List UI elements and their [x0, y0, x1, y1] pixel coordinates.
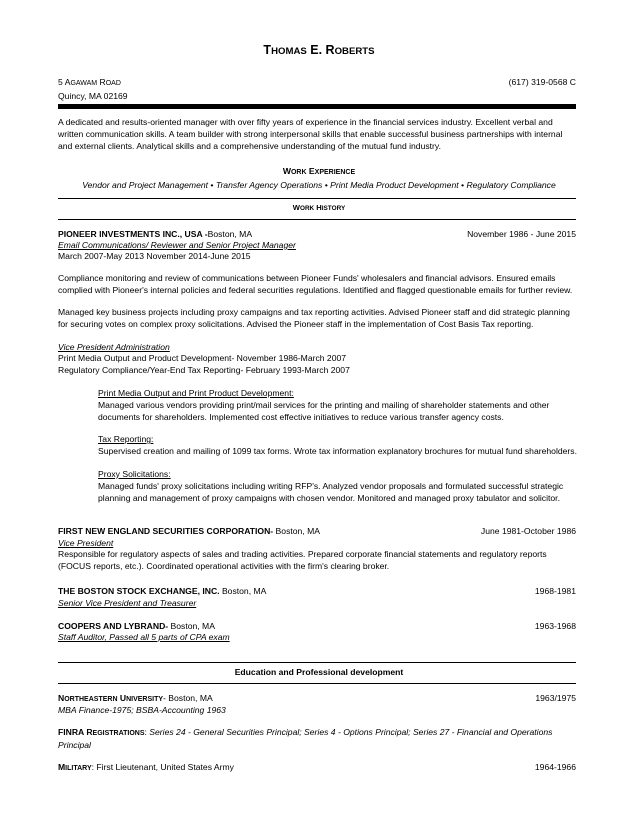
- northeastern-degrees: MBA Finance-1975; BSBA-Accounting 1963: [58, 705, 226, 715]
- vp-line-1: Print Media Output and Product Development- November 1986-March 2007: [58, 353, 347, 363]
- bse-role: Senior Vice President and Treasurer: [58, 598, 197, 608]
- cl-role: Staff Auditor, Passed all 5 parts of CPA exam: [58, 632, 230, 642]
- section-divider: [58, 198, 576, 199]
- section-divider: [58, 662, 576, 663]
- subsection-title: Tax Reporting:: [98, 434, 154, 444]
- pioneer-dates: November 1986 - June 2015: [467, 229, 576, 239]
- experience-item: Regulatory Compliance: [466, 180, 556, 190]
- street-address: 5 AGAWAM ROAD: [58, 77, 121, 87]
- northeastern-dates: 1963/1975: [535, 693, 576, 703]
- military-line: MILITARY: First Lieutenant, United States Army: [58, 762, 234, 772]
- summary-paragraph: A dedicated and results-oriented manager with over fifty years of experience in the financial services industry. Excellent verbal and written communication skills. A team builder with strong interpersonal skills that enable successful business partnerships with internal and external clients. Analytical skills and a comprehensive understanding of the mutual fund industry.: [58, 117, 563, 151]
- subsection-text: Managed various vendors providing print/mail services for the printing and mailing of shareholder statements and other documents for shareholders. Implemented cost effective initiatives to reduce various transfer agency costs.: [98, 400, 550, 422]
- bse-dates: 1968-1981: [534, 586, 576, 596]
- bullet-icon: •: [461, 180, 465, 190]
- military-dates: 1964-1966: [534, 762, 576, 772]
- experience-item: Vendor and Project Management: [82, 180, 209, 190]
- fnes-dates: June 1981-October 1986: [480, 526, 576, 536]
- experience-item: Print Media Product Development: [330, 180, 459, 190]
- work-experience-heading: WORK EXPERIENCE: [282, 166, 356, 176]
- subsection-text: Managed funds' proxy solicitations including writing RFP's. Analyzed vendor proposals and formulated successful strategic planning and management of proxy campaigns with chosen vendor. Monitored and managed proxy tabulator and solicitor.: [98, 481, 564, 503]
- bullet-icon: •: [324, 180, 328, 190]
- work-history-heading: WORK HISTORY: [292, 203, 346, 212]
- fnes-role: Vice President: [58, 538, 114, 548]
- finra-registrations: FINRA REGISTRATIONS: Series 24 - General Securities Principal; Series 4 - Options Principal; Series 27 - Financial and Operations Principal: [58, 727, 553, 750]
- subsection-title: Proxy Solicitations:: [98, 469, 171, 479]
- experience-item: Transfer Agency Operations: [215, 180, 323, 190]
- subsection-title: Print Media Output and Print Product Development:: [98, 388, 294, 398]
- pioneer-role-dates: March 2007-May 2013 November 2014-June 2015: [58, 251, 251, 261]
- vp-line-2: Regulatory Compliance/Year-End Tax Reporting- February 1993-March 2007: [58, 365, 350, 375]
- pioneer-role: Email Communications/ Reviewer and Senior Project Manager: [58, 240, 296, 250]
- bse-employer: THE BOSTON STOCK EXCHANGE, INC. Boston, MA: [58, 586, 267, 596]
- resume-name: THOMAS E. ROBERTS: [263, 43, 375, 57]
- education-heading: Education and Professional development: [234, 667, 404, 677]
- northeastern-line: NORTHEASTERN UNIVERSITY- Boston, MA: [58, 693, 213, 703]
- city-address: Quincy, MA 02169: [58, 91, 128, 101]
- subsection-text: Supervised creation and mailing of 1099 tax forms. Wrote tax information explanatory brochures for mutual fund shareholders.: [98, 446, 577, 456]
- bullet-icon: •: [210, 180, 214, 190]
- pioneer-paragraph-2: Managed key business projects including proxy campaigns and tax reporting activities. Advised Pioneer staff and did strategic planning for securing votes on complex proxy solicitations. Advised the Pioneer staff in the implementation of Cost Basis Tax reporting.: [58, 307, 570, 329]
- pioneer-paragraph-1: Compliance monitoring and review of communications between Pioneer Funds' wholesalers and financial advisors. Ensured emails complied with Pioneer's internal policies and federal securities regulations. Identified and flagged questionable emails for further review.: [58, 273, 573, 295]
- section-divider: [58, 219, 576, 220]
- cl-dates: 1963-1968: [534, 621, 576, 631]
- fnes-text: Responsible for regulatory aspects of sales and trading activities. Prepared corporate financial statements and regulatory reports (FOCUS reports, etc.). Coordinated operational activities with the firm's clearing broker.: [58, 549, 547, 571]
- vp-title: Vice President Administration: [58, 342, 170, 352]
- pioneer-employer: PIONEER INVESTMENTS INC., USA -Boston, MA: [58, 229, 253, 239]
- phone-number: (617) 319-0568 C: [508, 77, 576, 87]
- section-divider: [58, 683, 576, 684]
- work-experience-list: [0, 180, 638, 192]
- cl-employer: COOPERS AND LYBRAND- Boston, MA: [58, 621, 215, 631]
- header-divider: [58, 104, 576, 109]
- fnes-employer: FIRST NEW ENGLAND SECURITIES CORPORATION- Boston, MA: [58, 526, 320, 536]
